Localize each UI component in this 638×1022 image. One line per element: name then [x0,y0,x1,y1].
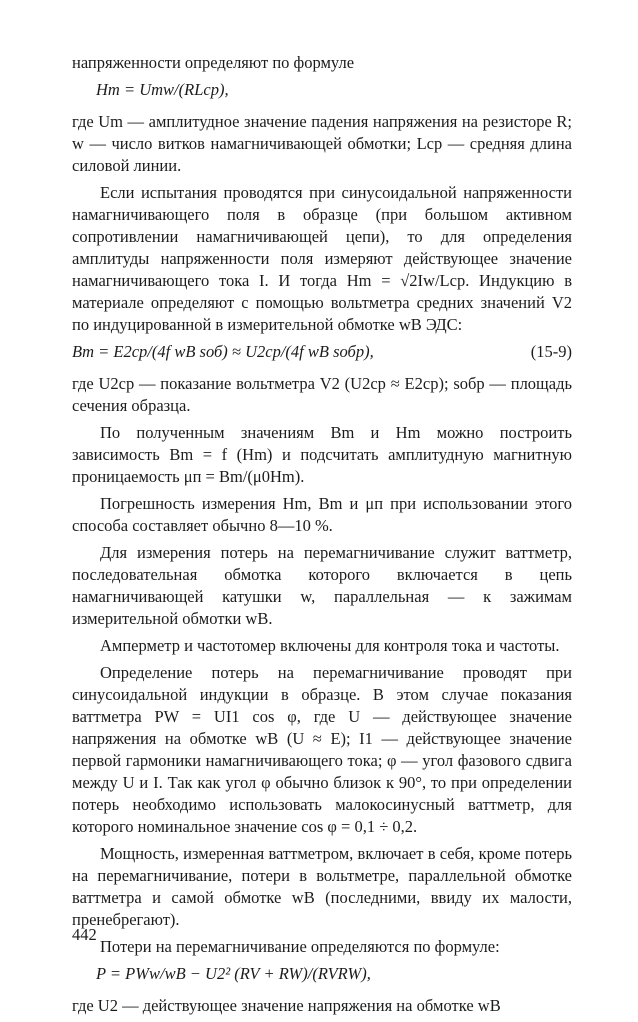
paragraph: Мощность, измеренная ваттметром, включает в себя, кроме потерь на перемагничивание, потери в вольтметре, параллельной обмотке ваттметра и самой обмотке wB (последними, ввиду их малости, пренебрегают). [72,844,572,929]
page-number: 442 [72,925,97,944]
formula: Bm = E2ср/(4f wB sоб) ≈ U2ср/(4f wB sобр), [72,342,374,361]
page-body [72,52,572,1022]
paragraph: напряженности определяют по формуле [72,53,355,72]
paragraph: где Um — амплитудное значение падения напряжения на резисторе R; w — число витков намагничивающей обмотки; Lср — средняя длина силовой линии. [72,112,572,175]
paragraph: где U2ср — показание вольтметра V2 (U2ср ≈ E2ср); sобр — площадь сечения образца. [72,374,572,415]
formula: Hm = Umw/(RLср), [96,80,229,99]
formula-numbered [72,341,572,363]
paragraph: где U2 — действующее значение напряжения на обмотке wB [72,996,501,1015]
paragraph: Определение потерь на перемагничивание проводят при синусоидальной индукции в образце. В этом случае показания ваттметра PW = UI1 cos φ, где U — действующее значение напряжения на обмотке wB (U ≈ E); I1 — действующее значение первой гармоники намагничивающего тока; φ — угол фазового сдвига между U и I. Так как угол φ обычно близок к 90°, то при определении потерь необходимо использовать малокосинусный ваттметр, для которого номинальное значение cos φ = 0,1 ÷ 0,2. [72,663,572,836]
paragraph: Если испытания проводятся при синусоидальной напряженности намагничивающего поля в образце (при большом активном сопротивлении намагничивающей цепи), то для определения амплитуды напряженности поля измеряют действующее значение намагничивающего тока I. И тогда Hm = √2Iw/Lср. Индукцию в материале определяют с помощью вольтметра средних значений V2 по индуцированной в измерительной обмотке wB ЭДС: [72,183,572,334]
paragraph: Потери на перемагничивание определяются по формуле: [100,937,500,956]
paragraph: Амперметр и частотомер включены для контроля тока и частоты. [100,636,560,655]
paragraph: Погрешность измерения Hm, Bm и μп при использовании этого способа составляет обычно 8—10 %. [72,494,572,535]
paragraph: Для измерения потерь на перемагничивание служит ваттметр, последовательная обмотка которого включается в цепь намагничивающей катушки w, параллельная — к зажимам измерительной обмотки wB. [72,543,572,628]
paragraph: По полученным значениям Bm и Hm можно построить зависимость Bm = f (Hm) и подсчитать амплитудную магнитную проницаемость μп = Bm/(μ0Hm). [72,423,572,486]
equation-number: (15-9) [530,342,572,361]
formula: P = PWw/wB − U2² (RV + RW)/(RVRW), [96,964,371,983]
